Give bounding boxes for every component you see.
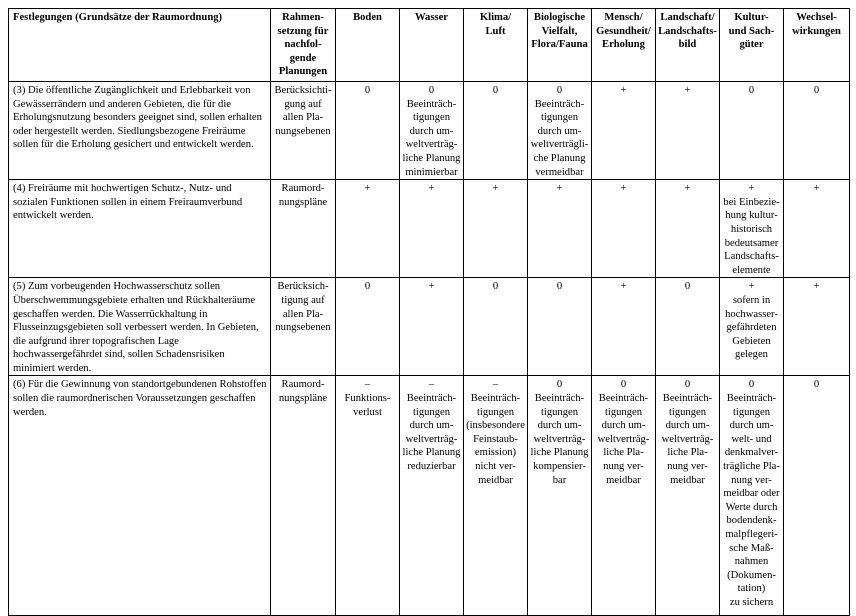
header-klima-luft: Klima/ Luft [464,9,528,82]
assessment-symbol: + [684,183,691,195]
assessment-cell-kultur [720,376,784,616]
assessment-cell-wechselwirkungen [784,376,850,616]
festlegung-text: (3) Die öffentliche Zugänglichkeit und Erlebbarkeit von Gewässerrändern und anderen Gebieten, die für die Erholungsnutzung besonders geeignet sind, sollen erhalten oder hergestellt werden. Siedlungsbezogene Freiräume sollen für die Erholung gesichert und entwickelt werden. [9,82,271,180]
table-row [9,180,850,278]
assessment-symbol: + [813,281,820,293]
assessment-symbol: + [364,183,371,195]
assessment-cell-klima [464,82,528,180]
assessment-symbol: – [492,379,499,391]
assessment-symbol: 0 [428,85,435,96]
assessment-symbol: 0 [492,85,499,96]
assessment-cell-wasser [400,180,464,278]
assessment-note: Beeinträch- tigungen durch um- weltverträg- liche Planung reduzierbar [402,393,461,473]
festlegung-text: (4) Freiräume mit hochwertigen Schutz-, Nutz- und sozialen Funktionen sollen in einem Freiraumverbund entwickelt werden. [9,180,271,278]
assessment-symbol: + [684,85,691,96]
assessment-cell-vielfalt [528,82,592,180]
assessment-symbol: + [428,183,435,195]
assessment-symbol: 0 [556,85,563,96]
header-landschaft: Landschaft/ Landschafts- bild [656,9,720,82]
assessment-symbol: + [428,281,435,293]
assessment-symbol: + [813,183,820,195]
assessment-symbol: 0 [684,281,691,293]
assessment-symbol: + [492,183,499,195]
assessment-cell-vielfalt [528,376,592,616]
assessment-note: Beeinträch- tigungen durch um- welt- und denkmalver- trägliche Pla- nung ver- meidbar oder Werte durch bodendenk- malpflegeri- sche Maß- nahmen (Dokumen- tation) zu sichern [723,393,780,608]
header-wechselwirkungen: Wechsel- wirkungen [784,9,850,82]
assessment-cell-wechselwirkungen [784,82,850,180]
assessment-cell-kultur [720,278,784,376]
assessment-cell-wasser [400,376,464,616]
header-boden: Boden [336,9,400,82]
assessment-cell-klima [464,180,528,278]
assessment-symbol: 0 [813,379,820,391]
assessment-symbol: + [748,281,755,293]
assessment-cell-klima [464,376,528,616]
assessment-symbol: 0 [684,379,691,391]
header-kultur-sachgueter: Kultur- und Sach- güter [720,9,784,82]
assessment-symbol: – [364,379,371,391]
header-biologische-vielfalt: Biologische Vielfalt, Flora/Fauna [528,9,592,82]
header-rahmensetzung: Rahmen- setzung für nachfol- gende Planungen [271,9,336,82]
table-row [9,82,850,180]
assessment-symbol: 0 [364,281,371,293]
rahmensetzung-cell: Raumord- nungspläne [271,376,336,616]
assessment-note: Beeinträch- tigungen durch um- weltverträg- liche Pla- nung ver- meidbar [597,393,650,486]
assessment-note: Funktions- verlust [344,393,391,418]
assessment-table [8,8,850,616]
assessment-cell-klima [464,278,528,376]
assessment-cell-boden [336,278,400,376]
rahmensetzung-cell: Berücksichti- gung auf allen Pla- nungsebenen [271,82,336,180]
assessment-cell-landschaft [656,82,720,180]
assessment-note: sofern in hochwasser- gefährdeten Gebieten gelegen [725,294,778,361]
rahmensetzung-cell: Raumord- nungspläne [271,180,336,278]
rahmensetzung-cell: Berücksich- tigung auf allen Pla- nungsebenen [271,278,336,376]
assessment-symbol: 0 [364,85,371,96]
assessment-note: bei Einbezie- hung kultur- historisch bedeutsamer Landschafts- elemente [723,196,780,276]
table-row [9,376,850,616]
assessment-note: Beeinträch- tigungen durch um- weltverträgli- che Planung vermeidbar [530,98,589,178]
assessment-cell-wechselwirkungen [784,278,850,376]
assessment-cell-boden [336,376,400,616]
assessment-cell-vielfalt [528,180,592,278]
assessment-symbol: 0 [492,281,499,293]
assessment-symbol: 0 [556,379,563,391]
assessment-cell-kultur [720,82,784,180]
festlegung-text: (6) Für die Gewinnung von standortgebundenen Rohstoffen sollen die raumordnerischen Voraussetzungen geschaffen werden. [9,376,271,616]
assessment-note: Beeinträch- tigungen durch um- weltverträg- liche Pla- nung ver- meidbar [661,393,714,486]
assessment-cell-vielfalt [528,278,592,376]
assessment-symbol: + [556,183,563,195]
assessment-cell-mensch [592,180,656,278]
assessment-cell-landschaft [656,278,720,376]
assessment-symbol: – [428,379,435,391]
assessment-cell-boden [336,180,400,278]
assessment-cell-landschaft [656,376,720,616]
assessment-note: Beeinträch- tigungen durch um- weltverträg- liche Planung minimierbar [402,98,461,178]
assessment-symbol: 0 [748,379,755,391]
assessment-symbol: + [748,183,755,195]
assessment-cell-wasser [400,82,464,180]
assessment-note: Beeinträch- tigungen durch um- weltverträg- liche Planung kompensier- bar [530,393,589,486]
assessment-cell-landschaft [656,180,720,278]
assessment-cell-wechselwirkungen [784,180,850,278]
assessment-note: Beeinträch- tigungen (insbesondere Feinstaub- emission) nicht ver- meidbar [466,393,525,486]
table-row [9,278,850,376]
assessment-symbol: 0 [813,85,820,96]
assessment-symbol: + [620,183,627,195]
header-row [9,9,850,82]
assessment-cell-mensch [592,82,656,180]
assessment-cell-boden [336,82,400,180]
assessment-symbol: + [620,85,627,96]
assessment-symbol: 0 [748,85,755,96]
festlegung-text: (5) Zum vorbeugenden Hochwasserschutz sollen Überschwemmungsgebiete erhalten und Rückhalteräume geschaffen werden. Die Wasserrückhaltung in Flusseinzugsgebieten soll verbessert werden. In Gebieten, die aufgrund ihrer topografischen Lage hochwassergefährdet sind, sollen Schadensrisiken minimiert werden. [9,278,271,376]
assessment-symbol: + [620,281,627,293]
assessment-cell-wasser [400,278,464,376]
assessment-cell-mensch [592,278,656,376]
header-festlegungen: Festlegungen (Grundsätze der Raumordnung) [9,9,271,82]
header-mensch-gesundheit: Mensch/ Gesundheit/ Erholung [592,9,656,82]
assessment-symbol: 0 [556,281,563,293]
assessment-cell-kultur [720,180,784,278]
assessment-symbol: 0 [620,379,627,391]
assessment-cell-mensch [592,376,656,616]
header-wasser: Wasser [400,9,464,82]
